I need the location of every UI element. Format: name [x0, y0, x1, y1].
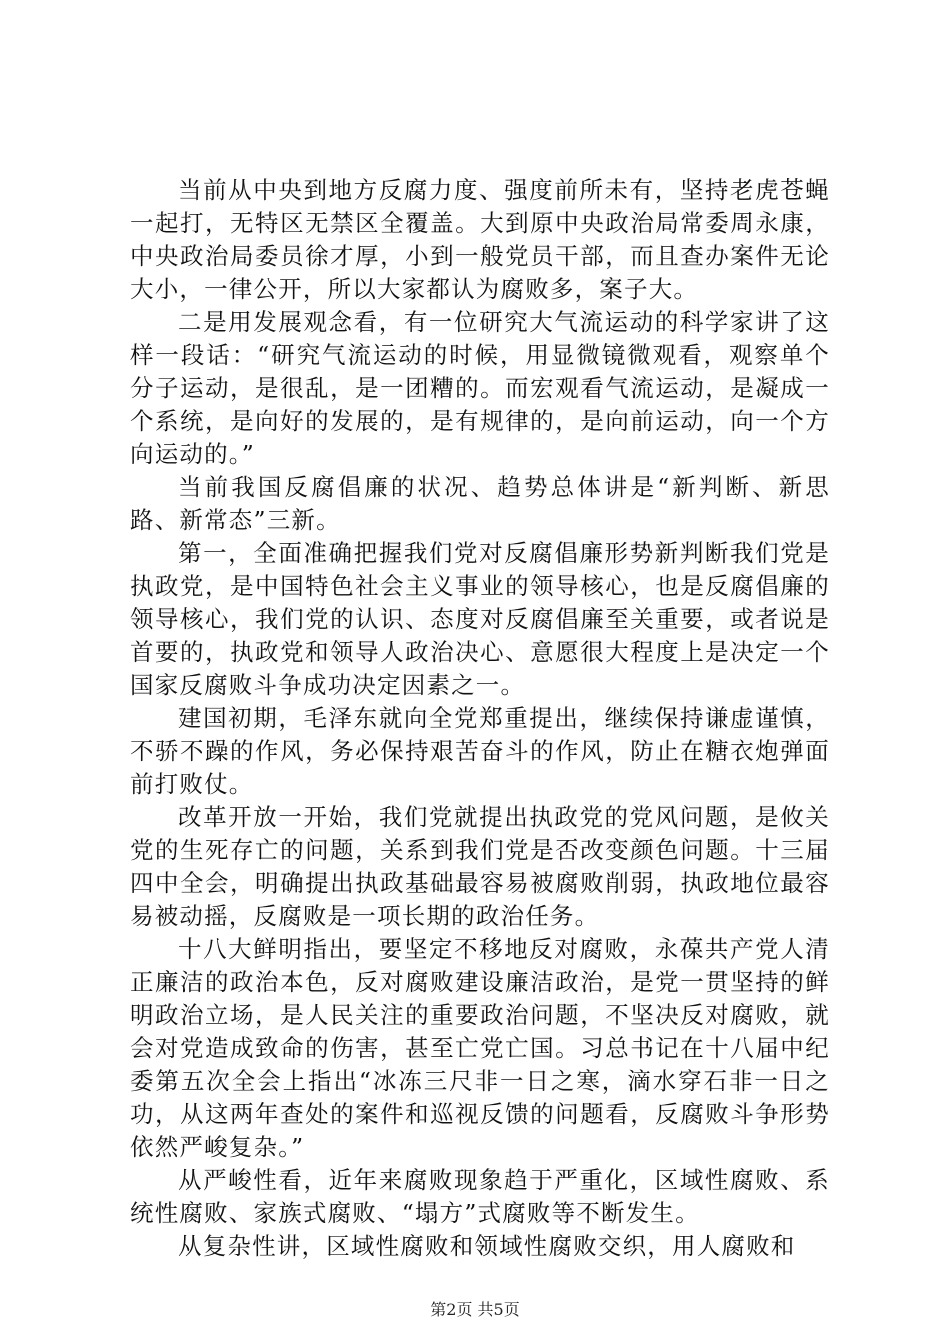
- paragraph: 十八大鲜明指出，要坚定不移地反对腐败，永葆共产党人清正廉洁的政治本色，反对腐败建设廉洁政治，是党一贯坚持的鲜明政治立场，是人民关注的重要政治问题，不坚决反对腐败，就会对党造成致命的伤害，甚至亡党亡国。习总书记在十八届中纪委第五次全会上指出“冰冻三尺非一日之寒，滴水穿石非一日之功，从这两年查处的案件和巡视反馈的问题看，反腐败斗争形势依然严峻复杂。”: [130, 935, 830, 1161]
- paragraph: 从严峻性看，近年来腐败现象趋于严重化，区域性腐败、系统性腐败、家族式腐败、“塌方”式腐败等不断发生。: [130, 1166, 830, 1227]
- page-footer: [0, 1300, 950, 1320]
- paragraph: 第一，全面准确把握我们党对反腐倡廉形势新判断我们党是执政党，是中国特色社会主义事业的领导核心，也是反腐倡廉的领导核心，我们党的认识、态度对反腐倡廉至关重要，或者说是首要的，执政党和领导人政治决心、意愿很大程度上是决定一个国家反腐败斗争成功决定因素之一。: [130, 539, 830, 699]
- paragraph: 当前我国反腐倡廉的状况、趋势总体讲是“新判断、新思路、新常态”三新。: [130, 473, 830, 534]
- paragraph: 二是用发展观念看，有一位研究大气流运动的科学家讲了这样一段话：“研究气流运动的时候，用显微镜微观看，观察单个分子运动，是很乱，是一团糟的。而宏观看气流运动，是凝成一个系统，是向好的发展的，是有规律的，是向前运动，向一个方向运动的。”: [130, 308, 830, 468]
- paragraph: 改革开放一开始，我们党就提出执政党的党风问题，是攸关党的生死存亡的问题，关系到我们党是否改变颜色问题。十三届四中全会，明确提出执政基础最容易被腐败削弱，执政地位最容易被动摇，反腐败是一项长期的政治任务。: [130, 803, 830, 930]
- paragraph: 从复杂性讲，区域性腐败和领域性腐败交织，用人腐败和: [178, 1232, 796, 1260]
- paragraph: 当前从中央到地方反腐力度、强度前所未有，坚持老虎苍蝇一起打，无特区无禁区全覆盖。大到原中央政治局常委周永康，中央政治局委员徐才厚，小到一般党员干部，而且查办案件无论大小，一律公开，所以大家都认为腐败多，案子大。: [130, 176, 830, 303]
- page-number-label: 第2页 共5页: [430, 1300, 520, 1319]
- document-body: [130, 174, 830, 1263]
- paragraph: 建国初期，毛泽东就向全党郑重提出，继续保持谦虚谨慎，不骄不躁的作风，务必保持艰苦奋斗的作风，防止在糖衣炮弹面前打败仗。: [130, 704, 830, 798]
